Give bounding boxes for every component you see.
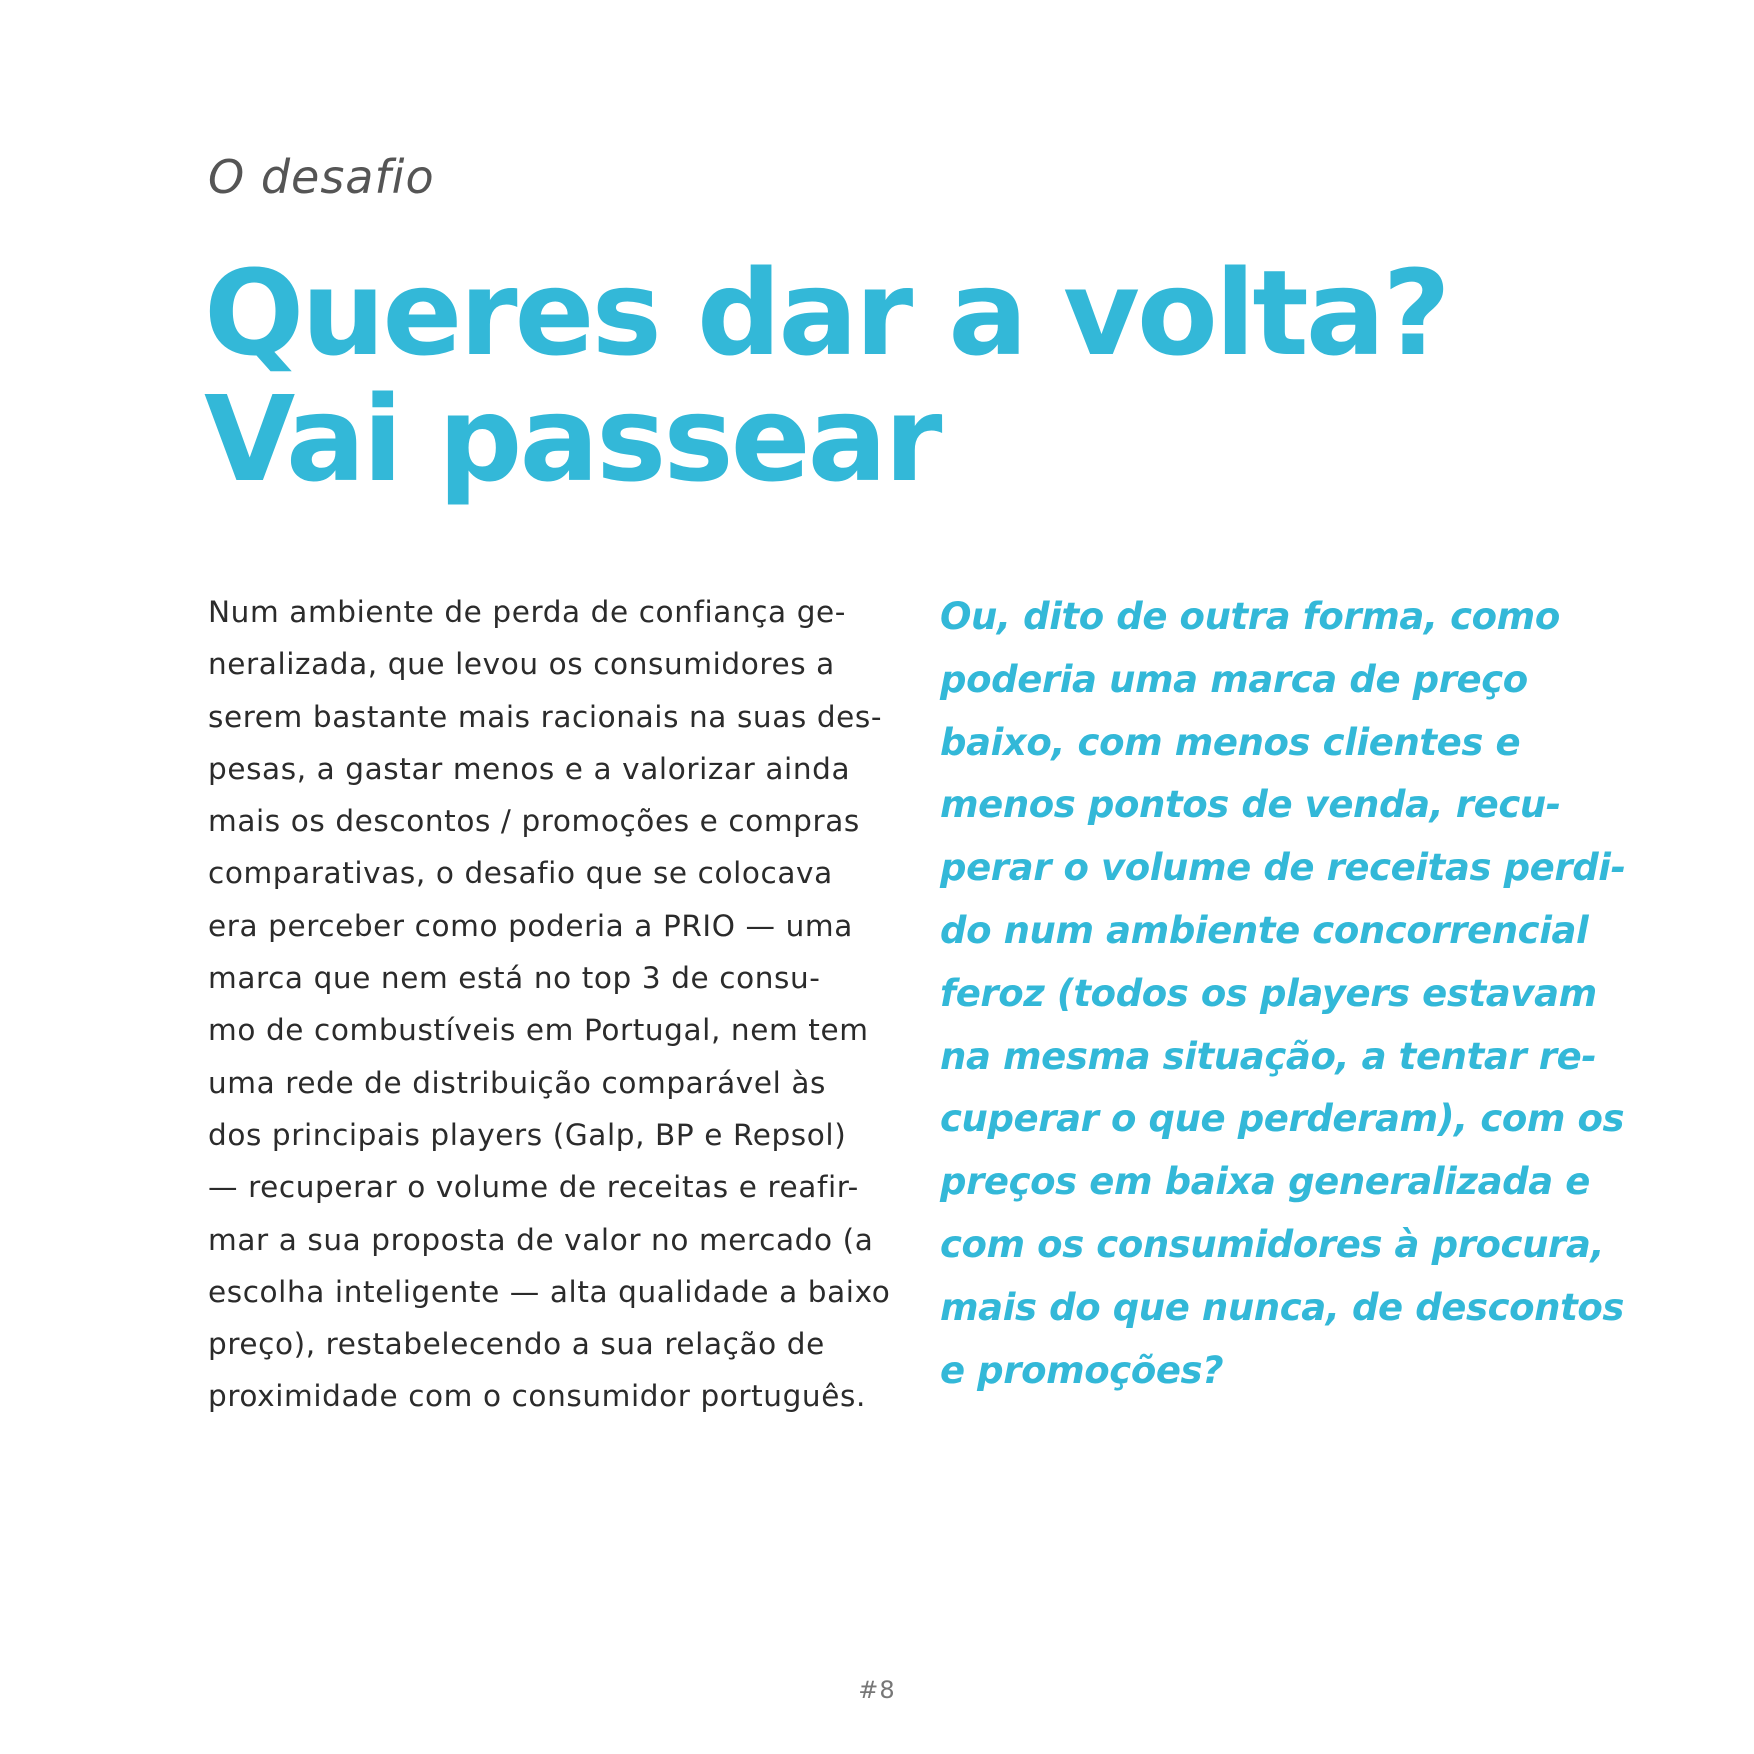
body-line: era perceber como poderia a PRIO — uma (208, 908, 853, 943)
quote-line: cuperar o que perderam), com os (940, 1097, 1625, 1141)
body-paragraph (208, 586, 898, 1423)
body-line: uma rede de distribuição comparável às (208, 1065, 826, 1100)
body-line: mar a sua proposta de valor no mercado (a (208, 1222, 874, 1257)
quote-line: poderia uma marca de preço (940, 657, 1528, 701)
quote-line: feroz (todos os players estavam (940, 971, 1597, 1015)
quote-line: menos pontos de venda, recu- (940, 783, 1561, 827)
body-line: Num ambiente de perda de confiança ge- (208, 595, 847, 629)
quote-line: e promoções? (940, 1348, 1224, 1392)
body-line: — recuperar o volume de receitas e reafir- (208, 1170, 859, 1205)
body-line: mais os descontos / promoções e compras (208, 804, 860, 839)
quote-line: mais do que nunca, de descontos (940, 1285, 1625, 1329)
quote-line: preços em baixa generalizada e (940, 1160, 1590, 1204)
headline-line: Vai passear (204, 370, 940, 508)
body-line: proximidade com o consumidor português. (208, 1379, 866, 1414)
quote-line: do num ambiente concorrencial (940, 908, 1589, 952)
body-line: comparativas, o desafio que se colocava (208, 856, 833, 891)
body-line: mo de combustíveis em Portugal, nem tem (208, 1013, 869, 1048)
body-line: escolha inteligente — alta qualidade a baixo (208, 1274, 891, 1309)
body-line: marca que nem está no top 3 de consu- (208, 961, 821, 996)
page-headline (204, 244, 1448, 508)
headline-line: Queres dar a volta? (204, 244, 1448, 382)
body-line: pesas, a gastar menos e a valorizar ainda (208, 751, 851, 786)
body-line: serem bastante mais racionais na suas des- (208, 699, 883, 734)
body-line: dos principais players (Galp, BP e Repsol) (208, 1117, 847, 1152)
quote-line: baixo, com menos clientes e (940, 720, 1521, 764)
quote-line: perar o volume de receitas perdi- (940, 846, 1626, 890)
quote-line: Ou, dito de outra forma, como (940, 595, 1560, 638)
pull-quote (940, 586, 1640, 1402)
section-label: O desafio (208, 150, 435, 204)
quote-line: com os consumidores à procura, (940, 1222, 1605, 1266)
page-number: #8 (858, 1676, 896, 1704)
quote-line: na mesma situação, a tentar re- (940, 1034, 1597, 1078)
body-line: neralizada, que levou os consumidores a (208, 647, 835, 682)
body-line: preço), restabelecendo a sua relação de (208, 1327, 825, 1362)
